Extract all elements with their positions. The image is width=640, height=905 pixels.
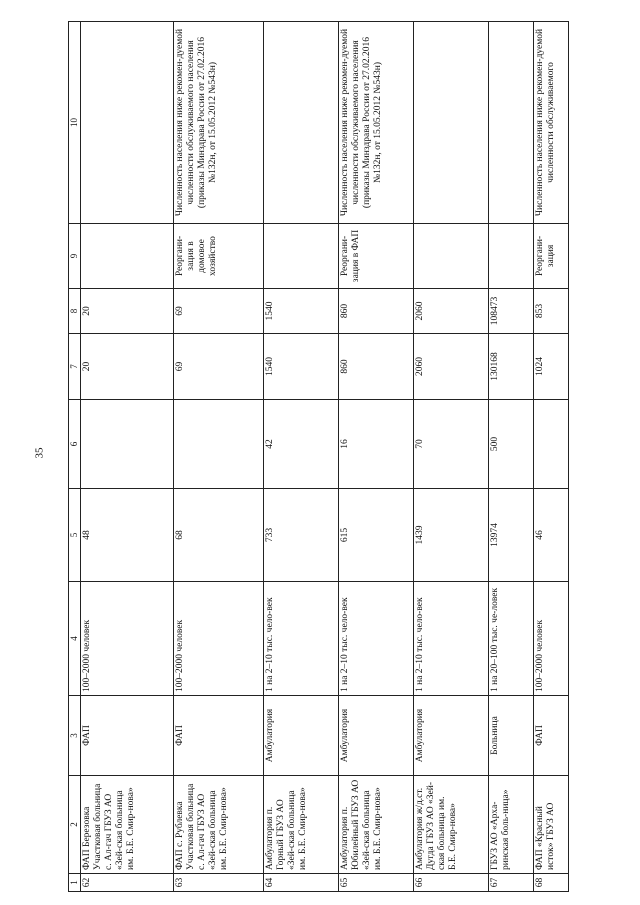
cell-c4: 1 на 2–10 тыс. чело-век xyxy=(264,582,339,696)
cell-c3: Больница xyxy=(489,696,534,776)
header-cell: 5 xyxy=(69,489,81,582)
cell-c1: 67 xyxy=(489,874,534,892)
cell-c6: 500 xyxy=(489,400,534,489)
header-row xyxy=(69,22,81,892)
cell-c7: 130168 xyxy=(489,334,534,400)
cell-c7: 860 xyxy=(339,334,414,400)
cell-c6: 42 xyxy=(264,400,339,489)
cell-c9 xyxy=(489,224,534,289)
header-cell: 8 xyxy=(69,289,81,334)
cell-c1: 63 xyxy=(174,874,264,892)
cell-c7: 69 xyxy=(174,334,264,400)
table-row xyxy=(174,22,264,892)
cell-c2: Амбулатория п. Юбилейный ГБУЗ АО «Зей-ская больница им. Б.Е. Смир-нова» xyxy=(339,776,414,874)
table-body xyxy=(69,22,569,892)
cell-c3: Амбулатория xyxy=(414,696,489,776)
cell-c3: ФАП xyxy=(534,696,569,776)
header-cell: 2 xyxy=(69,776,81,874)
cell-c5: 733 xyxy=(264,489,339,582)
cell-c10 xyxy=(489,22,534,224)
cell-c6: 70 xyxy=(414,400,489,489)
cell-c4: 1 на 2–10 тыс. чело-век xyxy=(339,582,414,696)
cell-c9 xyxy=(414,224,489,289)
page-number: 35 xyxy=(33,447,46,459)
cell-c8: 2060 xyxy=(414,289,489,334)
cell-c4: 100–2000 человек xyxy=(174,582,264,696)
cell-c4: 1 на 2–10 тыс. чело-век xyxy=(414,582,489,696)
cell-c4: 1 на 20–100 тыс. че-ловек xyxy=(489,582,534,696)
cell-c10 xyxy=(414,22,489,224)
header-cell: 6 xyxy=(69,400,81,489)
cell-c8: 69 xyxy=(174,289,264,334)
cell-c2: ФАП Березовка Участковая больница с. Ал-гач ГБУЗ АО «Зей-ская больница им. Б.Е. Смир-нова» xyxy=(81,776,174,874)
cell-c6 xyxy=(81,400,174,489)
table-row xyxy=(339,22,414,892)
cell-c3: Амбулатория xyxy=(264,696,339,776)
cell-c8: 853 xyxy=(534,289,569,334)
cell-c4: 100–2000 человек xyxy=(534,582,569,696)
header-cell: 4 xyxy=(69,582,81,696)
table-row xyxy=(264,22,339,892)
cell-c8: 1540 xyxy=(264,289,339,334)
cell-c5: 13974 xyxy=(489,489,534,582)
cell-c7: 2060 xyxy=(414,334,489,400)
cell-c3: ФАП xyxy=(81,696,174,776)
cell-c8: 20 xyxy=(81,289,174,334)
cell-c5: 46 xyxy=(534,489,569,582)
header-cell: 9 xyxy=(69,224,81,289)
table-row xyxy=(534,22,569,892)
cell-c2: Амбулатория п. Горный ГБУЗ АО «Зей-ская больница им. Б.Е. Смир-нова» xyxy=(264,776,339,874)
cell-c3: ФАП xyxy=(174,696,264,776)
facilities-table xyxy=(68,21,569,892)
cell-c4: 100–2000 человек xyxy=(81,582,174,696)
cell-c10: Численность населения ниже рекомен-дуемой численности обслуживаемого населения (приказы Минздрава России от 27.02.2016 №132н, от 15.05.2012 №543н) xyxy=(339,22,414,224)
cell-c9: Реоргани-зация в домовое хозяйство xyxy=(174,224,264,289)
cell-c1: 62 xyxy=(81,874,174,892)
cell-c5: 615 xyxy=(339,489,414,582)
cell-c10: Численность населения ниже рекомен-дуемой численности обслуживаемого xyxy=(534,22,569,224)
cell-c5: 68 xyxy=(174,489,264,582)
cell-c10: Численность населения ниже рекомен-дуемой численности обслуживаемого населения (приказы Минздрава России от 27.02.2016 №132н, от 15.05.2012 №543н) xyxy=(174,22,264,224)
cell-c8: 108473 xyxy=(489,289,534,334)
cell-c7: 20 xyxy=(81,334,174,400)
cell-c9: Реоргани-зация xyxy=(534,224,569,289)
cell-c6 xyxy=(534,400,569,489)
cell-c1: 66 xyxy=(414,874,489,892)
cell-c2: Амбулатория ж/д.ст. Дугда ГБУЗ АО «Зей-ская больница им. Б.Е. Смир-нова» xyxy=(414,776,489,874)
cell-c5: 48 xyxy=(81,489,174,582)
cell-c1: 64 xyxy=(264,874,339,892)
cell-c9 xyxy=(264,224,339,289)
cell-c2: ФАП «Красный исток» ГБУЗ АО xyxy=(534,776,569,874)
header-cell: 3 xyxy=(69,696,81,776)
rotated-table-wrapper xyxy=(68,22,588,892)
cell-c7: 1024 xyxy=(534,334,569,400)
cell-c2: ФАП с. Рублевка Участковая больница с. Ал-гач ГБУЗ АО «Зей-ская больница им. Б.Е. Смир-нова» xyxy=(174,776,264,874)
table-row xyxy=(414,22,489,892)
cell-c9 xyxy=(81,224,174,289)
cell-c5: 1439 xyxy=(414,489,489,582)
cell-c10 xyxy=(264,22,339,224)
cell-c2: ГБУЗ АО «Архa-ринская боль-ница» xyxy=(489,776,534,874)
cell-c6 xyxy=(174,400,264,489)
table-row xyxy=(489,22,534,892)
cell-c1: 68 xyxy=(534,874,569,892)
cell-c1: 65 xyxy=(339,874,414,892)
header-cell: 7 xyxy=(69,334,81,400)
header-cell: 10 xyxy=(69,22,81,224)
cell-c8: 860 xyxy=(339,289,414,334)
cell-c6: 16 xyxy=(339,400,414,489)
cell-c10 xyxy=(81,22,174,224)
cell-c3: Амбулатория xyxy=(339,696,414,776)
table-row xyxy=(81,22,174,892)
header-cell: 1 xyxy=(69,874,81,892)
cell-c9: Реоргани-зация в ФАП xyxy=(339,224,414,289)
cell-c7: 1540 xyxy=(264,334,339,400)
